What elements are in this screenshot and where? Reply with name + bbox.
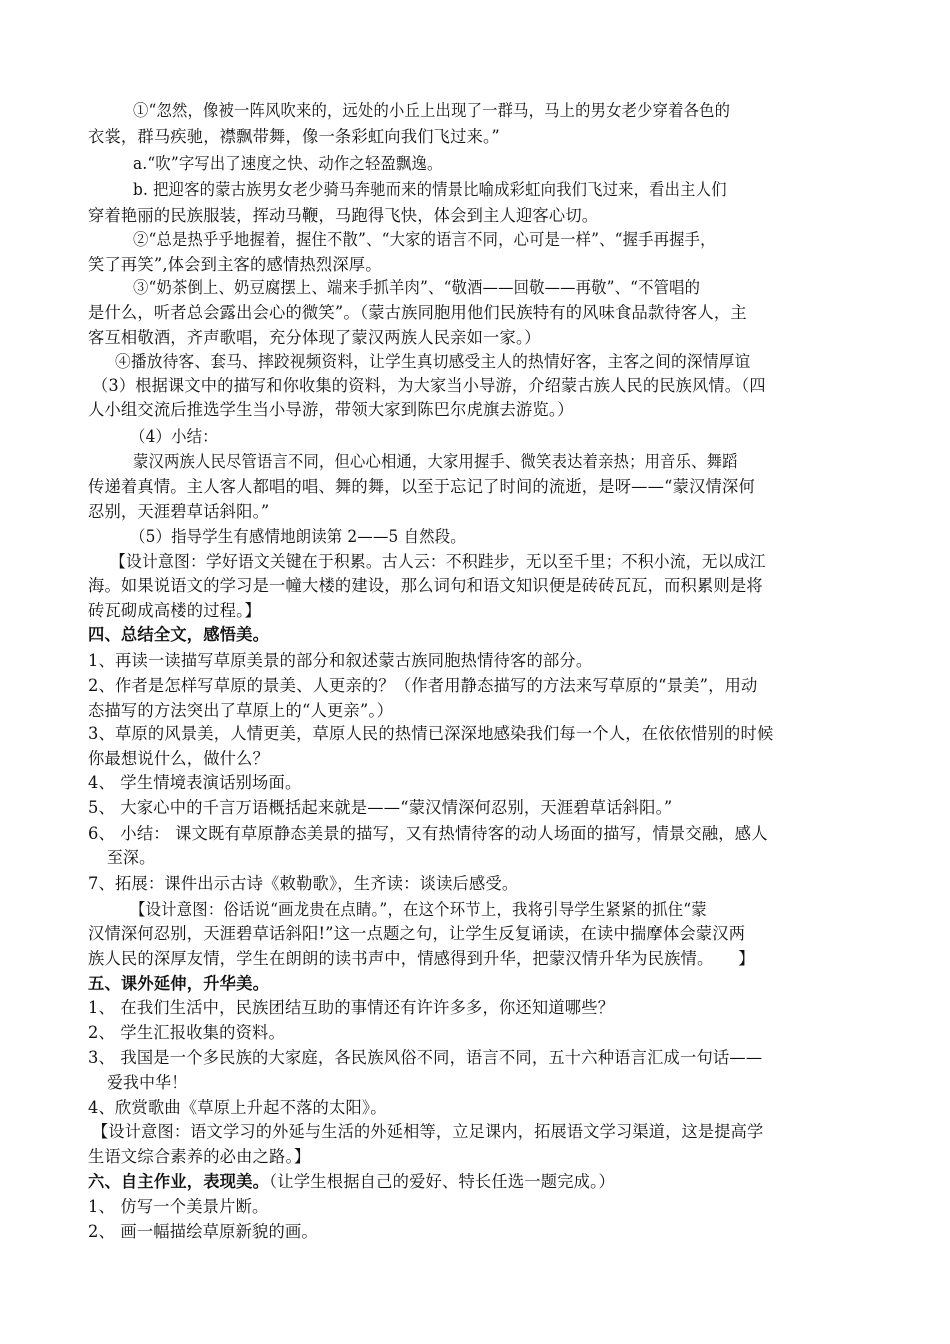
- list-item: 4、 学生情境表演话别场面。: [88, 773, 302, 792]
- text-line: （4）小结：: [130, 427, 218, 446]
- text-line: ④播放待客、套马、摔跤视频资料，让学生真切感受主人的热情好客，主客之间的深情厚谊: [115, 352, 751, 371]
- list-item: 5、 大家心中的千言万语概括起来就是——“蒙汉情深何忍别，天涯碧草话斜阳。”: [88, 798, 673, 817]
- list-item: 2、 学生汇报收集的资料。: [88, 1023, 285, 1042]
- design-intent-note: 【设计意图：俗话说“画龙贵在点睛。”，在这个环节上，我将引导学生紧紧的抓住“蒙: [130, 900, 707, 919]
- text-line: a.“吹”字写出了速度之快、动作之轻盈飘逸。: [133, 154, 443, 173]
- section-heading-note: （让学生根据自己的爱好、特长任选一题完成。）: [269, 1172, 615, 1191]
- design-intent-note: 【设计意图：语文学习的外延与生活的外延相等，立足课内，拓展语文学习渠道，这是提高学: [92, 1122, 764, 1141]
- text-line: （5）指导学生有感情地朗读第 2——5 自然段。: [130, 527, 466, 546]
- text-line: 传递着真情。主人客人都唱的唱、舞的舞，以至于忘记了时间的流逝，是呀——“蒙汉情深何: [88, 477, 755, 496]
- text-line: 族人民的深厚友情，学生在朗朗的读书声中，情感得到升华，把蒙汉情升华为民族情。 】: [88, 949, 755, 968]
- text-line: b. 把迎客的蒙古族男女老少骑马奔驰而来的情景比喻成彩虹向我们飞过来，看出主人们: [133, 180, 727, 199]
- text-line: 海。如果说语文的学习是一幢大楼的建设，那么词句和语文知识便是砖砖瓦瓦，而积累则是将: [88, 576, 763, 595]
- text-line: 至深。: [107, 848, 156, 867]
- list-item: 1、 在我们生活中，民族团结互助的事情还有许许多多，你还知道哪些？: [88, 998, 615, 1017]
- list-item: 1、 仿写一个美景片断。: [88, 1197, 269, 1216]
- list-item: 2、 画一幅描绘草原新貌的画。: [88, 1222, 318, 1241]
- text-line: 爱我中华！: [107, 1073, 188, 1092]
- text-line: 蒙汉两族人民尽管语言不同，但心心相通，大家用握手、微笑表达着亲热；用音乐、舞蹈: [133, 452, 738, 471]
- list-item: 3、 我国是一个多民族的大家庭，各民族风俗不同，语言不同，五十六种语言汇成一句话——: [88, 1048, 763, 1067]
- design-intent-note: 【设计意图：学好语文关键在于积累。古人云：不积跬步，无以至千里；不积小流，无以成江: [110, 552, 766, 571]
- text-line: ③“奶茶倒上、奶豆腐摆上、端来手抓羊肉”、“敬酒——回敬——再敬”、“不管唱的: [133, 278, 701, 297]
- text-line: 是什么，听者总会露出会心的微笑”。（蒙古族同胞用他们民族特有的风味食品款待客人，主: [88, 303, 747, 322]
- text-line: 砖瓦砌成高楼的过程。】: [88, 601, 261, 620]
- list-item: 2、作者是怎样写草原的景美、人更亲的？（作者用静态描写的方法来写草原的“景美”，用动: [88, 676, 758, 695]
- text-line: 你最想说什么，做什么？: [88, 749, 270, 768]
- section-heading: 五、课外延伸，升华美。: [88, 974, 270, 993]
- section-heading-row: [88, 1171, 862, 1193]
- text-line: 忍别，天涯碧草话斜阳。”: [88, 502, 270, 521]
- list-item: 6、 小结： 课文既有草原静态美景的描写，又有热情待客的动人场面的描写，情景交融，感人: [88, 824, 768, 843]
- text-line: 汉情深何忍别，天涯碧草话斜阳!”这一点题之句，让学生反复诵读，在读中揣摩体会蒙汉两: [88, 924, 746, 943]
- section-heading: 四、总结全文，感悟美。: [88, 625, 270, 644]
- list-item: 3、草原的风景美，人情更美，草原人民的热情已深深地感染我们每一个人，在依依惜别的时候: [88, 724, 774, 743]
- section-heading: 六、自主作业，表现美。: [88, 1172, 270, 1191]
- list-item: 7、拓展：课件出示古诗《敕勒歌》，生齐读：谈读后感受。: [88, 874, 519, 893]
- text-line: 人小组交流后推选学生当小导游，带领大家到陈巴尔虎旗去游览。）: [88, 400, 574, 419]
- text-line: 态描写的方法突出了草原上的“人更亲”。）: [88, 701, 394, 720]
- text-line: ②“总是热乎乎地握着，握住不散”、“大家的语言不同，心可是一样”、“握手再握手，: [133, 230, 716, 249]
- text-line: ①“忽然，像被一阵风吹来的，远处的小丘上出现了一群马，马上的男女老少穿着各色的: [133, 101, 731, 120]
- list-item: 4、欣赏歌曲《草原上升起不落的太阳》。: [88, 1098, 387, 1117]
- list-item: 1、再读一读描写草原美景的部分和叙述蒙古族同胞热情待客的部分。: [88, 651, 593, 670]
- text-line: （3）根据课文中的描写和你收集的资料，为大家当小导游，介绍蒙古族人民的民族风情。（四: [92, 376, 766, 395]
- text-line: 客互相敬酒，齐声歌唱，充分体现了蒙汉两族人民亲如一家。）: [88, 328, 541, 347]
- text-line: 笑了再笑”,体会到主客的感情热烈深厚。: [88, 255, 382, 274]
- text-line: 生语文综合素养的必由之路。】: [88, 1147, 311, 1166]
- text-line: 衣裳，群马疾驰，襟飘带舞，像一条彩虹向我们飞过来。”: [88, 127, 500, 146]
- text-line: 穿着艳丽的民族服装，挥动马鞭，马跑得飞快，体会到主人迎客心切。: [88, 206, 599, 225]
